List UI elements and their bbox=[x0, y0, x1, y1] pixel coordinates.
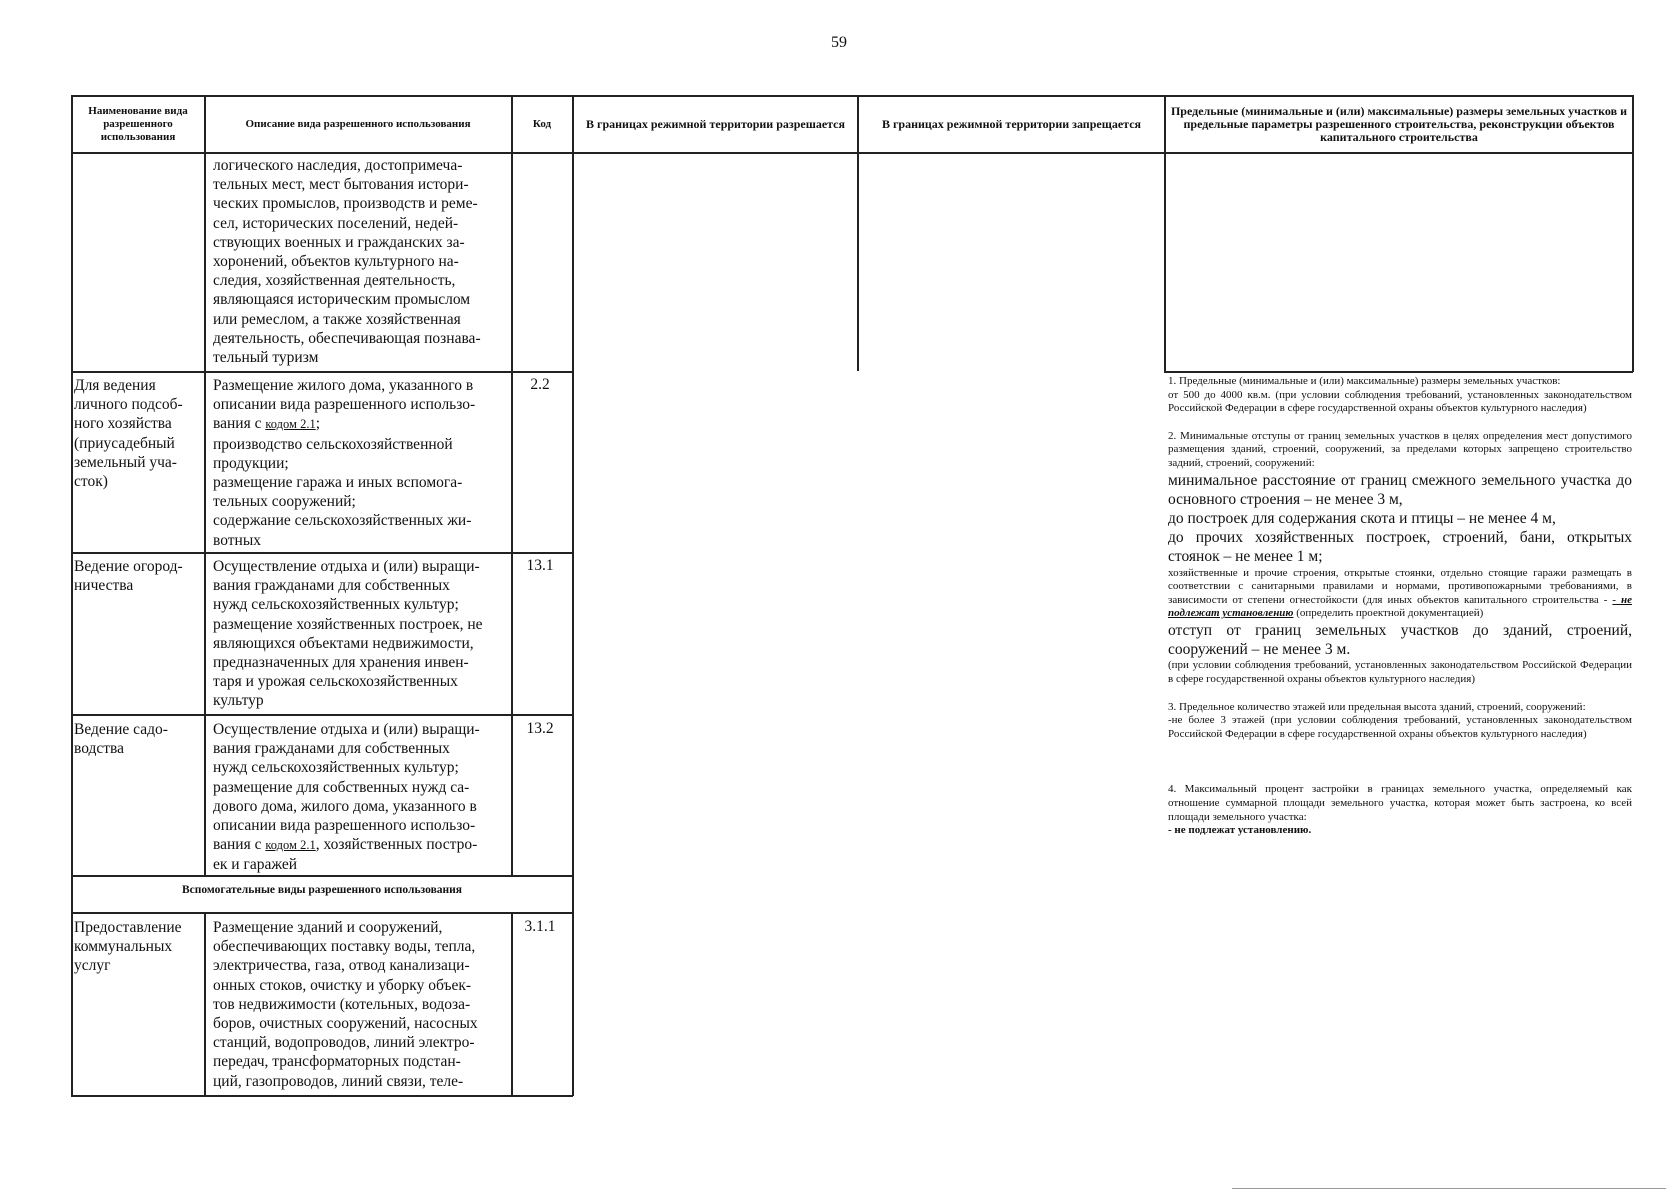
limits-p2-item: до построек для содержания скота и птицы – не менее 4 м, bbox=[1168, 509, 1556, 527]
limits-p4-value: - не подлежат установлению. bbox=[1168, 824, 1312, 837]
limits-p2-title: 2. Минимальные отступы от границ земельных участков в целях определения мест допустимого размещения зданий, строений, сооружений, за пределами которых запрещено строительство задний, строений, сооружений: bbox=[1168, 429, 1632, 469]
row-description: Размещение зданий и сооружений, обеспечивающих поставку воды, тепла, электричества, газа, отвод канализаци- онных стоков, очистку и уборку объек- тов недвижимости (котельных, водоза- боров, очистных сооружений, насосных станций, водопроводов, линий электро- передач, трансформаторных подстан- ций, газопроводов, линий связи, теле- bbox=[213, 919, 478, 1090]
header-forbidden: В границах режимной территории запрещается bbox=[881, 117, 1142, 131]
page-number: 59 bbox=[831, 34, 847, 51]
header-code: Код bbox=[532, 118, 552, 130]
header-allowed: В границах режимной территории разрешается bbox=[585, 117, 846, 131]
code-link[interactable]: кодом 2.1 bbox=[265, 838, 316, 853]
section-title: Вспомогательные виды разрешенного использования bbox=[182, 884, 462, 896]
row-description: Размещение жилого дома, указанного в описании вида разрешенного использо- вания с кодом 2.1; производство сельскохозяйственной продукции; размещение гаража и иных вспомога- тельных сооружений; содержание сельскохозяйственных жи- вотных bbox=[213, 377, 476, 549]
row-description: Осуществление отдыха и (или) выращи- вания гражданами для собственных нужд сельскохозяйственных культур; размещение для собственных нужд са- дового дома, жилого дома, указанного в описании вида разрешенного использо- вания с кодом 2.1, хозяйственных постро- ек и гаражей bbox=[213, 721, 480, 874]
limits-p1-text: от 500 до 4000 кв.м. (при условии соблюдения требований, установленных законодательством Российской Федерации в сфере государственной охраны объектов культурного наследия) bbox=[1168, 388, 1632, 415]
header-name: Наименование вида разрешенного использования bbox=[88, 105, 188, 143]
limits-p2-note: (при условии соблюдения требований, установленных законодательством Российской Федерации в сфере государственной охраны объектов культурного наследия) bbox=[1168, 659, 1632, 685]
code-link[interactable]: кодом 2.1 bbox=[265, 417, 316, 432]
limits-p2-item: минимальное расстояние от границ смежного земельного участка до основного строения – не менее 3 м, bbox=[1168, 471, 1632, 508]
limits-p3-text: -не более 3 этажей (при условии соблюдения требований, установленных законодательством Российской Федерации в сфере государственной охраны объектов культурного наследия) bbox=[1168, 714, 1632, 740]
limits-text bbox=[1168, 375, 1632, 838]
row-code: 2.2 bbox=[530, 376, 550, 393]
divider bbox=[1232, 1188, 1666, 1189]
limits-p2-item: до прочих хозяйственных построек, строений, бани, открытых стоянок – не менее 1 м; bbox=[1168, 529, 1632, 566]
header-limits: Предельные (минимальные и (или) максимальные) размеры земельных участков и предельные параметры разрешенного строительства, реконструкции объектов капитального строительства bbox=[1170, 104, 1628, 144]
row-code: 13.2 bbox=[526, 720, 554, 737]
limits-p2-item: отступ от границ земельных участков до зданий, строений, сооружений – не менее 3 м. bbox=[1168, 621, 1632, 659]
limits-p3-title: 3. Предельное количество этажей или предельная высота зданий, строений, сооружений: bbox=[1168, 700, 1586, 713]
limits-p2-note: хозяйственные и прочие строения, открытые стоянки, отдельно стоящие гаражи размещать в соответствии с санитарными правилами и нормами, противопожарными требованиями, в зависимости от степени огнестойкости (для иных объектов капитального строительства - - не подлежат установлению (определить проектной документацией) bbox=[1168, 566, 1633, 620]
row-name: Ведение огород- ничества bbox=[74, 558, 183, 595]
row-name: Предоставление коммунальных услуг bbox=[74, 919, 182, 975]
header-description: Описание вида разрешенного использования bbox=[245, 118, 471, 130]
limits-p1-title: 1. Предельные (минимальные и (или) максимальные) размеры земельных участков: bbox=[1168, 375, 1561, 387]
row-name: Для ведения личного подсоб- ного хозяйства (приусадебный земельный уча- сток) bbox=[74, 377, 183, 491]
row-description: логического наследия, достопримеча- тельных мест, мест бытования истори- ческих промыслов, производств и реме- сел, исторических поселений, недей- ствующих военных и гражданских за- хоронений, объектов культурного на- следия, хозяйственная деятельность, являющаяся историческим промыслом или ремеслом, а также хозяйственная деятельность, обеспечивающая познава- тельный туризм bbox=[213, 157, 481, 367]
row-code: 3.1.1 bbox=[524, 918, 556, 935]
limits-p4-title: 4. Максимальный процент застройки в границах земельного участка, определяемый как отношение суммарной площади земельного участка, которая может быть застроена, ко всей площади земельного участка: bbox=[1168, 783, 1632, 823]
row-code: 13.1 bbox=[526, 557, 554, 574]
row-description: Осуществление отдыха и (или) выращи- вания гражданами для собственных нужд сельскохозяйственных культур; размещение хозяйственных построек, не являющихся объектами недвижимости, предназначенных для хранения инвен- таря и урожая сельскохозяйственных культур bbox=[213, 558, 483, 710]
row-name: Ведение садо- водства bbox=[74, 721, 168, 758]
